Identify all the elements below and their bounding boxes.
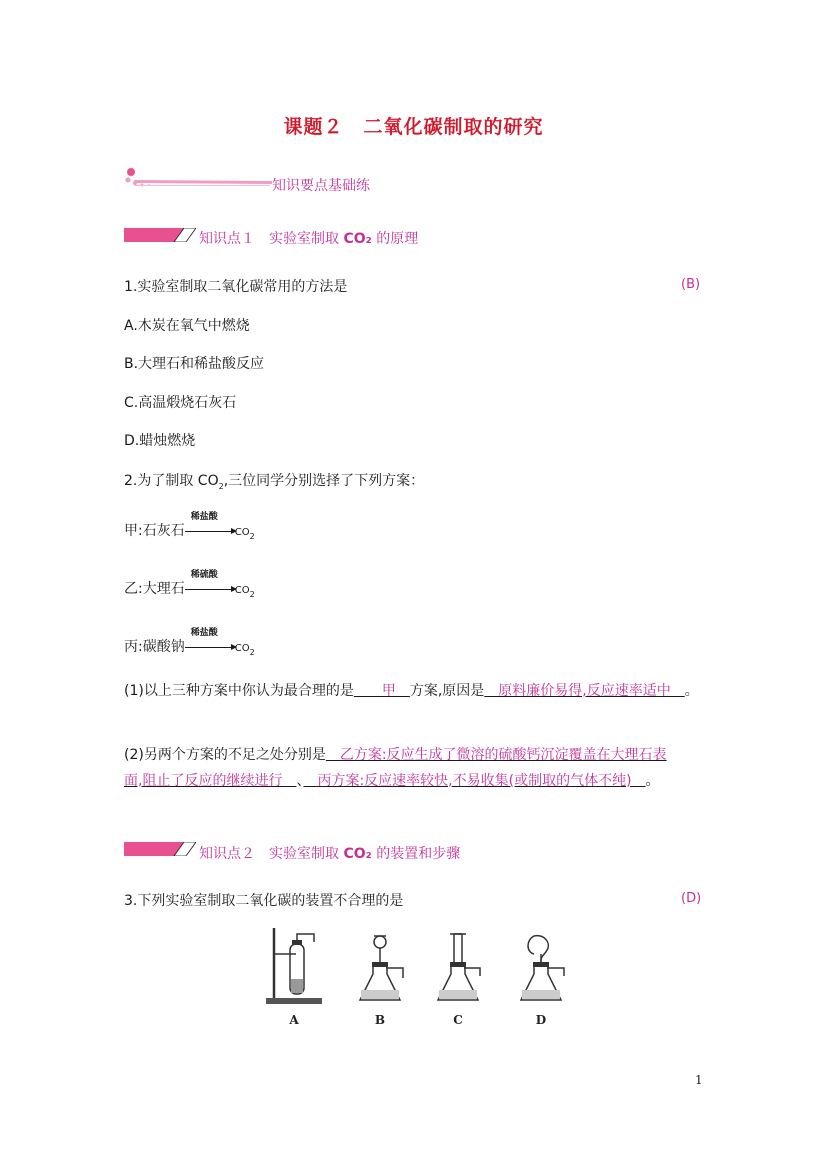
q2-part1-text2: 方案,原因是 [409,683,485,699]
q2-part2-answer1a: 乙方案:反应生成了微溶的硫酸钙沉淀覆盖在大理石表 [325,747,667,763]
q2-stem-text: 2.为了制取 CO [124,473,219,489]
scheme-name: 丙:碳酸钠 [124,639,185,655]
kp2-formula: CO₂ [343,846,372,862]
product: CO [234,585,250,596]
product: CO [234,643,250,654]
kp1-label: 知识点１ 实验室制取 [199,231,339,247]
knowledge-point-2 [199,843,460,863]
q2-part1-end: 。 [684,683,699,699]
kp2-label: 知识点２ 实验室制取 [199,846,339,862]
q3-stem: 3.下列实验室制取二氧化碳的装置不合理的是 [124,893,404,909]
kp2-suffix: 的装置和步骤 [376,846,461,862]
reaction-arrow [185,570,235,599]
section-header-title: 知识要点基础练 [272,178,370,194]
reaction-arrow [185,512,235,541]
q2-scheme-jia [124,512,255,541]
scheme-name: 甲:石灰石 [124,523,185,539]
q2-scheme-bing [124,628,255,657]
q1-option-d: D.蜡烛燃烧 [124,433,196,449]
q2-part1 [124,680,724,700]
knowledge-point-bar [124,842,196,856]
page-title: 课题２ 二氧化碳制取的研究 [283,116,544,138]
q2-scheme-yi [124,570,255,599]
knowledge-point-1 [199,228,418,248]
q3-answer: (D) [681,891,702,906]
label-b: B [374,1013,386,1027]
product-sub: 2 [249,589,255,599]
q2-part1-answer2: 原料廉价易得,反应速率适中 [484,683,685,699]
reagent-label: 稀盐酸 [190,628,218,638]
q2-part2-sep: 、 [296,773,304,789]
q1-option-c: C.高温煅烧石灰石 [124,395,237,411]
q1-option-a: A.木炭在氧气中燃烧 [124,318,250,334]
kp1-formula: CO₂ [343,231,372,247]
q2-part2-text: (2)另两个方案的不足之处分别是 [124,747,326,763]
label-a: A [289,1013,299,1027]
label-d: D [535,1013,547,1027]
product-sub: 2 [249,647,255,657]
q2-part1-text: (1)以上三种方案中你认为最合理的是 [124,683,354,699]
knowledge-point-bar [124,228,196,242]
q1-option-b: B.大理石和稀盐酸反应 [124,356,265,372]
q2-stem [124,470,424,491]
reagent-label: 稀硫酸 [190,570,218,580]
label-c: C [453,1013,463,1027]
q2-part2-line1 [124,744,704,764]
q2-part2-answer2: 丙方案:反应速率较快,不易收集(或制取的气体不纯) [303,773,646,789]
q1-answer: (B) [681,277,701,292]
apparatus-figure [258,924,578,1032]
q2-part2-end: 。 [645,773,660,789]
q2-part2-line2 [124,770,724,790]
kp1-suffix: 的原理 [376,231,419,247]
reagent-label: 稀盐酸 [190,512,218,522]
q1-stem: 1.实验室制取二氧化碳常用的方法是 [124,279,348,295]
q2-stem-sub: 2 [218,481,224,491]
q2-stem-tail: ,三位同学分别选择了下列方案： [223,473,425,489]
apparatus-b [360,936,403,1000]
apparatus-c [438,934,480,1000]
apparatus-a [266,928,322,1004]
apparatus-d [521,936,564,1000]
q2-part2-answer1b: 面,阻止了反应的继续进行 [124,773,297,789]
q2-part1-answer1: 甲 [353,683,410,699]
product-sub: 2 [249,531,255,541]
product: CO [234,527,250,538]
reaction-arrow [185,628,235,657]
page-number: 1 [695,1073,703,1087]
scheme-name: 乙:大理石 [124,581,185,597]
